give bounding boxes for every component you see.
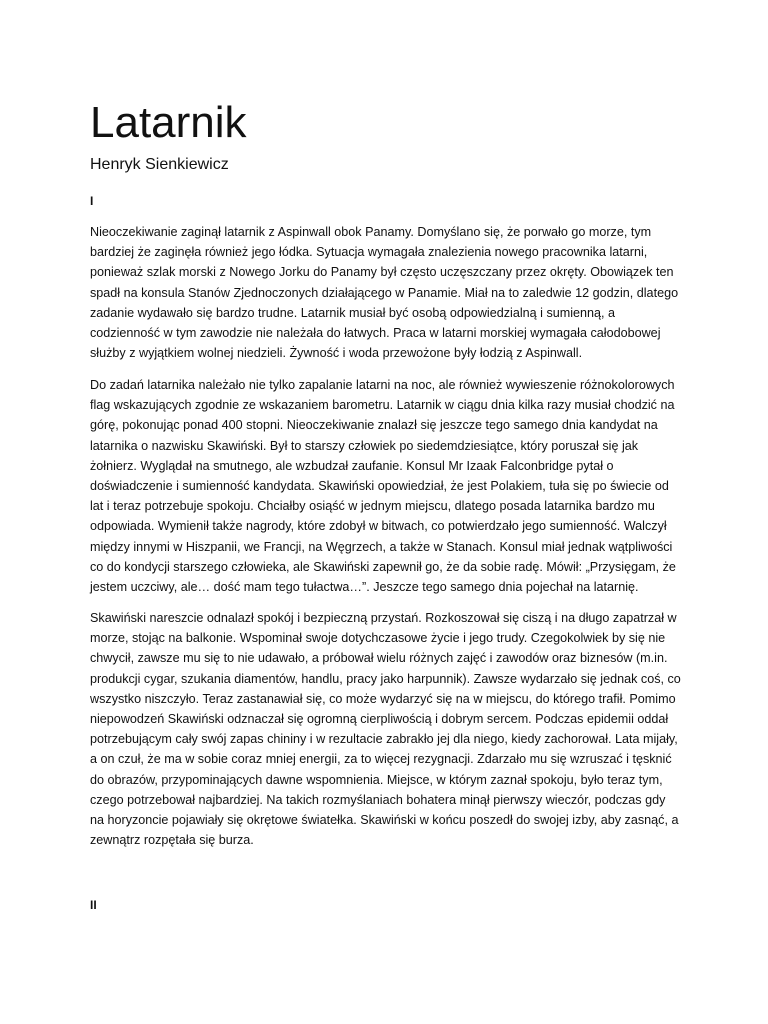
text-line: co do kondycji starszego człowieka, ale Skawiński zapewnił go, że da sobie radę. Mówił: „Przysięgam, że (90, 559, 676, 574)
text-line: codzienność w tym zawodzie nie należała do łatwych. Praca w latarni morskiej wymagała całodobowej (90, 326, 661, 341)
text-line: na horyzoncie pojawiały się okrętowe światełka. Skawiński w końcu poszedł do swojej izby, aby zasnąć, a (90, 813, 679, 828)
section-heading: II (90, 898, 97, 912)
text-line: zadanie wydawało się bardzo trudne. Latarnik musiał być osobą odpowiedzialną i sumienną, a (90, 305, 616, 320)
text-line: morze, stojąc na balkonie. Wspominał swoje dotychczasowe życie i jego trudy. Czegokolwiek by się nie (90, 631, 666, 646)
document-title: Latarnik (90, 98, 247, 147)
section-heading: I (90, 194, 94, 208)
document-author: Henryk Sienkiewicz (90, 156, 229, 173)
paragraph (90, 375, 680, 597)
text-line: żołnierz. Wyglądał na smutnego, ale wzbudzał zaufanie. Konsul Mr Izaak Falconbridge pytał o (90, 458, 614, 473)
text-line: flag wskazujących zgodnie ze wskazaniem barometru. Latarnik w ciągu dnia kilka razy musiał chodzić na (90, 398, 675, 413)
text-line: potrzebującym cały swój zapas chininy i w rezultacie zabrakło jej dla niego, kiedy zachorował. Lata mijały, (90, 732, 678, 747)
text-line: Do zadań latarnika należało nie tylko zapalanie latarni na noc, ale również wywieszenie różnokolorowych (90, 378, 675, 392)
text-line: wszystko niszczyło. Teraz zastanawiał się, co może wydarzyć się na w miejscu, do którego trafił. Pomimo (90, 691, 676, 706)
text-line: doświadczenie i sumienność kandydata. Skawiński opowiedział, że jest Polakiem, tuła się po świecie od (90, 479, 669, 494)
text-line: służby z wyjątkiem wolnej niedzieli. Żywność i woda przewożone były łodzią z Aspinwall. (90, 346, 583, 361)
text-line: odpowiada. Wymienił także nagrody, które zdobył w bitwach, co potwierdzało jego sumienność. Walczył (90, 519, 667, 534)
text-line: bardziej że zaginęła również jego łódka. Sytuacja wymagała znalezienia nowego pracownika latarni, (90, 245, 648, 260)
text-line: ponieważ szlak morski z Nowego Jorku do Panamy był często uczęszczany przez okręty. Obowiązek ten (90, 265, 674, 280)
text-line: lat i teraz potrzebuje spokoju. Chciałby osiąść w jednym miejscu, dlatego posada latarnika bardzo mu (90, 499, 655, 514)
text-line: a on czuł, że ma w sobie coraz mniej energii, za to więcej rezygnacji. Zdarzało mu się wzruszać i tęsknić (90, 752, 672, 767)
text-line: niepowodzeń Skawiński odznaczał się ogromną cierpliwością i dobrym sercem. Podczas epidemii oddał (90, 712, 669, 727)
text-line: Skawiński nareszcie odnalazł spokój i bezpieczną przystań. Rozkoszował się ciszą i na długo zapatrzał w (90, 611, 677, 625)
text-line: zewnątrz rozpętała się burza. (90, 833, 254, 848)
paragraph (90, 222, 680, 363)
text-line: Nieoczekiwanie zaginął latarnik z Aspinwall obok Panamy. Domyślano się, że porwało go morze, tym (90, 225, 652, 239)
text-line: między innymi w Hiszpanii, we Francji, na Węgrzech, a także w Stanach. Konsul miał jednak wątpliwości (90, 539, 673, 554)
text-line: latarnika o nazwisku Skawiński. Był to starszy człowiek po siedemdziesiątce, który poruszał się jak (90, 438, 639, 453)
text-line: chwycił, zawsze mu się to nie udawało, a próbował wielu różnych zajęć i zawodów oraz biznesów (m.in. (90, 651, 668, 666)
text-line: produkcji cygar, szukania diamentów, handlu, pracy jako harpunnik). Zawsze wydarzało się jednak coś, co (90, 671, 681, 686)
text-line: czego potrzebował najbardziej. Na takich rozmyślaniach bohatera minął pierwszy wieczór, podczas gdy (90, 792, 666, 807)
text-line: do obrazów, przypominających dawne wspomnienia. Miejsce, w którym zaznał spokoju, było teraz tym, (90, 772, 663, 787)
paragraph (90, 608, 680, 850)
text-line: jestem uczciwy, ale… dość mam tego tułactwa…”. Jeszcze tego samego dnia pojechał na latarnię. (90, 580, 639, 595)
text-line: spadł na konsula Stanów Zjednoczonych działającego w Panamie. Miał na to zaledwie 12 godzin, dlatego (90, 285, 679, 300)
text-line: górę, pokonując ponad 400 stopni. Nieoczekiwanie znalazł się jeszcze tego samego dnia kandydat na (90, 418, 658, 433)
